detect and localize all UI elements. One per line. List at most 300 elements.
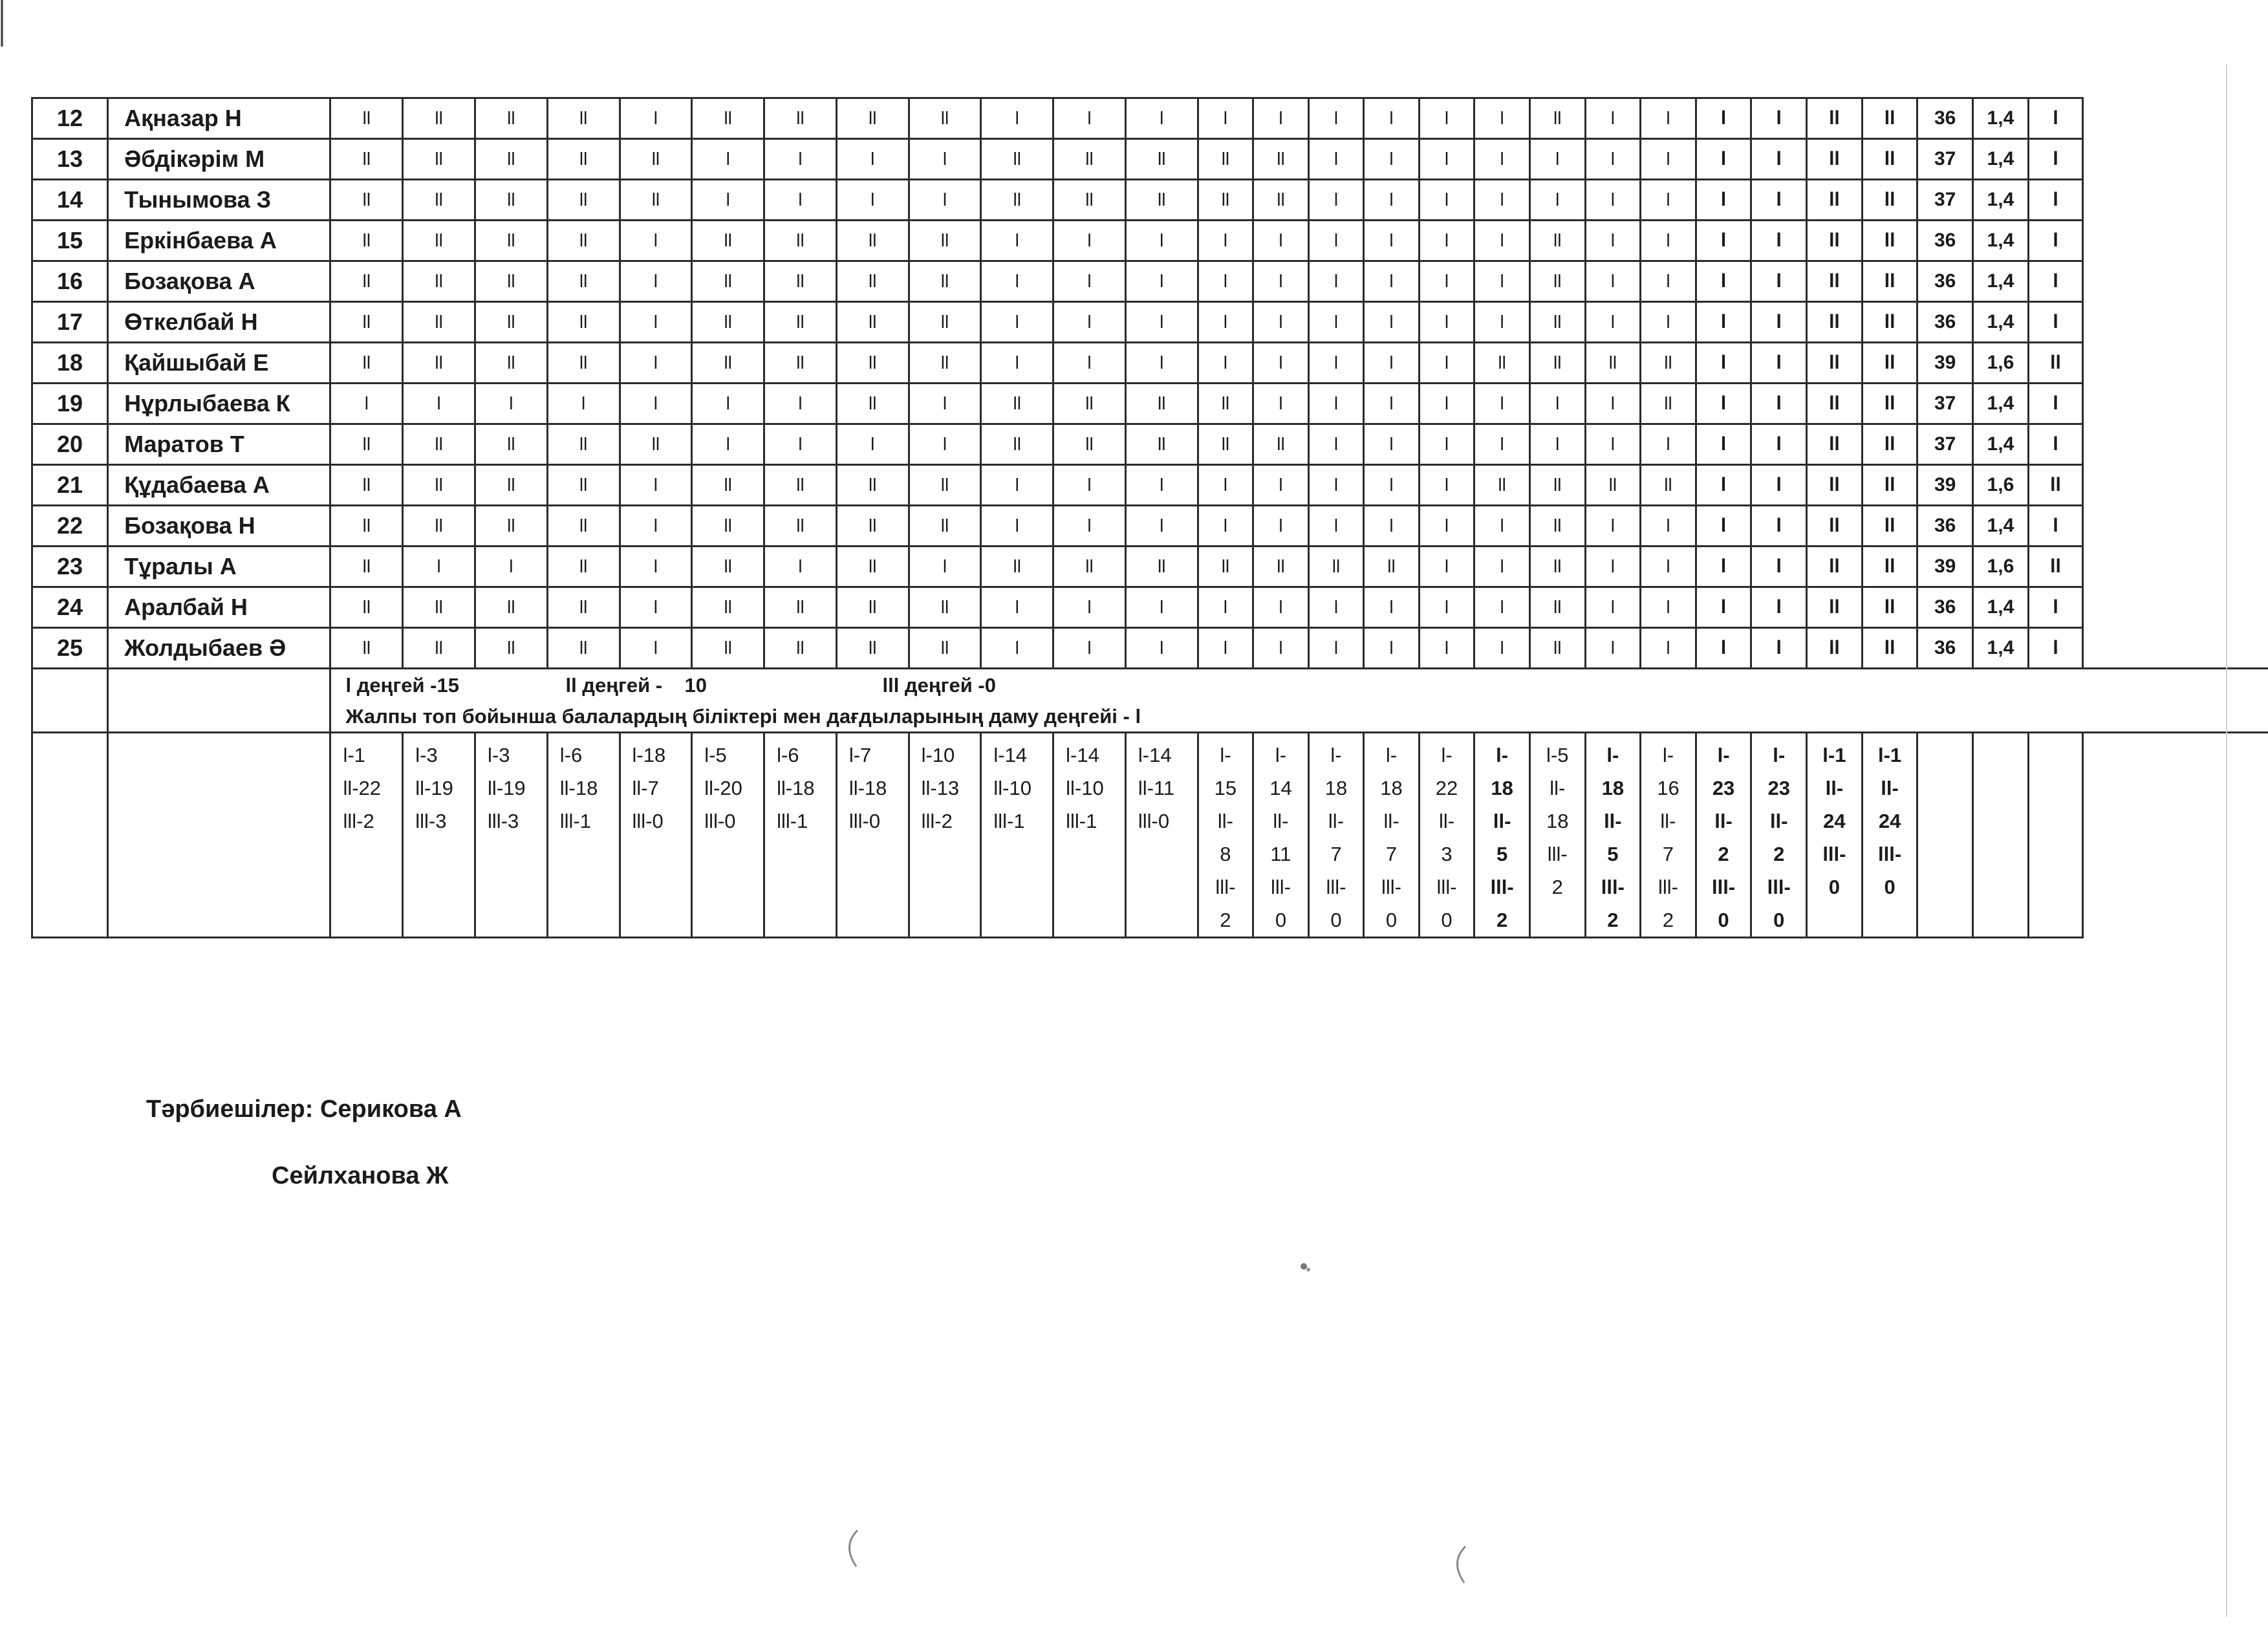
level-cell: ll [330,628,403,669]
level-cell: ll [475,261,548,302]
level-cell: l [981,343,1053,384]
level-cell: ll [1585,465,1641,506]
level1-count: l деңгей -15 [345,673,459,697]
level-cell: l [1474,98,1530,139]
level-cell: ll [1474,465,1530,506]
level-cell: l [1696,465,1751,506]
level-cell: ll [1125,547,1198,587]
row-number: 18 [32,343,108,384]
level2-count: ll деңгей - 10 [565,673,707,697]
level-cell: ll [403,424,475,465]
level-cell: ll [1253,424,1309,465]
level-cell: l [1308,424,1364,465]
level-cell: ll [692,587,764,628]
level-cell: ll [764,465,837,506]
level-cell: ll [909,98,981,139]
level-cell: l [1585,547,1641,587]
distribution-line: 0 [1441,909,1453,931]
level-cell: ll [1474,343,1530,384]
distribution-line: l- [1220,744,1231,766]
distribution-line: l-5 [704,744,727,766]
level-cell: l [1053,302,1126,343]
level-cell: l [1198,465,1253,506]
distribution-line: lll- [1490,876,1514,898]
level-cell: l [764,139,837,180]
teachers-line-1: Тәрбиешілер: Серикова А [146,1096,462,1123]
level-cell: l [1308,302,1364,343]
distribution-line: 2 [1496,909,1508,931]
level-cell: ll [981,384,1053,424]
level-cell: ll [1529,628,1585,669]
level-cell: l [1198,628,1253,669]
row-number: 17 [32,302,108,343]
level-cell: l [1308,587,1364,628]
level-cell: ll [909,221,981,261]
distribution-cell [1862,733,1917,938]
result-level: l [2028,98,2082,139]
child-row [32,547,2268,587]
child-row [32,302,2268,343]
level-cell: l [1641,180,1696,221]
distribution-line: l-14 [1066,744,1099,766]
distribution-cell [475,733,548,938]
distribution-line: 0 [1275,909,1287,931]
distribution-line: ll- [1550,777,1566,799]
level-cell: l [403,384,475,424]
distribution-line: ll-10 [1066,777,1104,799]
level-cell: l [1125,302,1198,343]
level-cell: l [1198,221,1253,261]
level-cell: l [1696,587,1751,628]
average-score: 1,4 [1972,98,2028,139]
distribution-line: lll- [1381,876,1402,898]
overall-level: Жалпы топ бойынша балалардың біліктері мен дағдыларының даму деңгейі - l [330,701,2268,733]
level-cell: ll [1529,98,1585,139]
distribution-line: 0 [1773,909,1785,931]
distribution-line: l- [1385,744,1398,766]
child-row [32,98,2268,139]
level-cell: l [1585,261,1641,302]
level-cell: l [620,343,692,384]
level-cell: ll [1862,139,1917,180]
level-cell: l [1641,221,1696,261]
level-cell: ll [1807,139,1863,180]
level-cell: ll [403,587,475,628]
level-cell: l [1198,302,1253,343]
level-cell: ll [475,628,548,669]
level-cell: ll [330,547,403,587]
distribution-line: 5 [1607,843,1619,865]
level-cell: l [1474,547,1530,587]
child-name: Бозақова А [108,261,330,302]
level-cell: l [1529,139,1585,180]
result-level: ll [2028,343,2082,384]
distribution-line: lll- [1215,876,1236,898]
level-cell: l [1585,384,1641,424]
distribution-line: 7 [1330,843,1342,865]
distribution-line: ll- [1383,810,1399,832]
level-cell: l [1125,587,1198,628]
level-cell: l [1641,424,1696,465]
level-cell: l [475,547,548,587]
total-score: 37 [1917,424,1972,465]
level-cell: l [981,628,1053,669]
level-cell: ll [1862,343,1917,384]
level-cell: ll [1529,221,1585,261]
result-level: l [2028,221,2082,261]
row-number: 19 [32,384,108,424]
level-cell: l [981,587,1053,628]
level-cell: l [1364,465,1420,506]
level-cell: l [836,180,909,221]
level-cell: l [1529,384,1585,424]
distribution-line: lll-2 [343,810,374,832]
distribution-line: 2 [1551,876,1563,898]
distribution-line: l-1 [1877,744,1902,766]
distribution-line: l- [1606,744,1619,766]
level-cell: ll [909,302,981,343]
level-cell: l [1308,628,1364,669]
result-level: l [2028,139,2082,180]
level-cell: l [1253,506,1309,547]
distribution-cell [1419,733,1474,938]
row-number: 13 [32,139,108,180]
distribution-cell [981,733,1053,938]
level-cell: ll [1198,384,1253,424]
level-cell: l [1474,384,1530,424]
level-cell: l [1474,628,1530,669]
summary-blank [1917,733,1972,938]
result-level: l [2028,506,2082,547]
distribution-line: 2 [1607,909,1619,931]
distribution-cell [547,733,620,938]
distribution-line: lll-3 [488,810,519,832]
level-cell: ll [547,628,620,669]
distribution-line: 18 [1546,810,1569,832]
level-cell: l [1419,261,1474,302]
level-cell: l [1585,139,1641,180]
distribution-line: 18 [1601,777,1625,799]
level-cell: l [1364,180,1420,221]
distribution-cell [1253,733,1309,938]
child-name: Нұрлыбаева К [108,384,330,424]
level-cell: ll [330,424,403,465]
result-level: l [2028,424,2082,465]
scan-edge-line [0,0,5,52]
level-cell: l [475,384,548,424]
level-cell: l [909,180,981,221]
child-name: Құдабаева А [108,465,330,506]
level-cell: ll [836,384,909,424]
distribution-line: 24 [1878,810,1901,832]
child-name: Әбдікәрім М [108,139,330,180]
level-cell: l [1585,98,1641,139]
distribution-line: 15 [1214,777,1237,799]
level-cell: ll [475,180,548,221]
distribution-line: ll- [1328,810,1345,832]
distribution-line: l-1 [1822,744,1846,766]
distribution-line: 0 [1884,876,1895,898]
distribution-line: 3 [1441,843,1453,865]
level-cell: l [620,506,692,547]
level-cell: l [1585,628,1641,669]
level-cell: l [1641,139,1696,180]
distribution-line: l-1 [343,744,365,766]
level-cell: ll [1862,547,1917,587]
distribution-line: ll-19 [415,777,453,799]
level-cell: l [1474,506,1530,547]
level-cell: l [1751,628,1807,669]
level-cell: l [1053,628,1126,669]
level-cell: l [1125,628,1198,669]
level-cell: l [1641,587,1696,628]
level-cell: ll [1862,465,1917,506]
summary-blank [32,733,108,938]
level-cell: l [547,384,620,424]
level-cell: ll [1529,506,1585,547]
level-cell: ll [909,343,981,384]
level-cell: ll [330,261,403,302]
distribution-line: 2 [1773,843,1785,865]
level-cell: l [1308,139,1364,180]
distribution-line: l-10 [921,744,955,766]
level-cell: l [1696,221,1751,261]
distribution-line: 18 [1324,777,1348,799]
child-name: Өткелбай Н [108,302,330,343]
level-cell: l [1198,343,1253,384]
distribution-line: ll-18 [559,777,598,799]
level-cell: l [1198,587,1253,628]
level-cell: l [692,424,764,465]
child-name: Аралбай Н [108,587,330,628]
level-cell: ll [475,343,548,384]
level-cell: ll [547,139,620,180]
distribution-line: ll- [1217,810,1233,832]
level-cell: ll [764,261,837,302]
level-cell: ll [692,302,764,343]
level-cell: ll [547,180,620,221]
level-cell: ll [981,180,1053,221]
level-cell: ll [764,506,837,547]
level-cell: ll [1807,628,1863,669]
level-cell: l [1253,465,1309,506]
level-cell: ll [836,628,909,669]
distribution-cell [620,733,692,938]
level-cell: l [1696,261,1751,302]
level-cell: ll [1529,587,1585,628]
level-cell: ll [909,628,981,669]
distribution-line: ll- [1273,810,1289,832]
distribution-cell [764,733,837,938]
level-cell: l [764,424,837,465]
level-cell: l [1585,587,1641,628]
level-cell: ll [692,628,764,669]
level-cell: ll [1807,547,1863,587]
distribution-cell [403,733,475,938]
level-cell: l [692,180,764,221]
level-cell: ll [1862,587,1917,628]
level-cell: l [1308,506,1364,547]
level-cell: ll [1807,302,1863,343]
level-cell: ll [764,628,837,669]
distribution-line: 14 [1269,777,1292,799]
level-cell: ll [1807,221,1863,261]
level-cell: l [1053,221,1126,261]
level-cell: l [1308,98,1364,139]
level-cell: ll [330,465,403,506]
legend-blank [32,669,108,733]
level-cell: ll [330,302,403,343]
level-cell: l [1364,221,1420,261]
level-cell: l [1474,221,1530,261]
level-cell: l [1641,628,1696,669]
level-cell: l [1419,221,1474,261]
level-cell: ll [1308,547,1364,587]
level-cell: l [620,302,692,343]
level-cell: l [1585,180,1641,221]
level-cell: ll [403,343,475,384]
level-cell: ll [547,98,620,139]
distribution-line: 22 [1435,777,1458,799]
distribution-line: 0 [1385,909,1398,931]
level-cell: l [620,628,692,669]
child-row [32,221,2268,261]
level-cell: ll [1862,221,1917,261]
level-cell: l [764,180,837,221]
level-cell: ll [403,221,475,261]
row-number: 23 [32,547,108,587]
child-name: Маратов Т [108,424,330,465]
level-cell: ll [1862,180,1917,221]
level-cell: ll [836,261,909,302]
total-score: 36 [1917,506,1972,547]
level-cell: l [909,384,981,424]
level-cell: ll [547,424,620,465]
distribution-line: lll- [1658,876,1678,898]
level-cell: l [1751,98,1807,139]
level-cell: l [1696,424,1751,465]
distribution-line: 7 [1385,843,1398,865]
distribution-cell [1696,733,1751,938]
distribution-line: lll-1 [559,810,591,832]
level-cell: l [692,139,764,180]
level-cell: l [1419,180,1474,221]
distribution-line: ll-13 [921,777,960,799]
level-cell: l [1364,302,1420,343]
level-cell: ll [1364,547,1420,587]
level-cell: l [909,139,981,180]
level-cell: ll [692,261,764,302]
result-level: ll [2028,547,2082,587]
level-cell: ll [1053,424,1126,465]
distribution-line: 18 [1491,777,1513,799]
level-cell: l [620,465,692,506]
level-cell: l [1751,139,1807,180]
level-cell: l [1053,465,1126,506]
level-cell: l [1198,506,1253,547]
level-cell: ll [836,506,909,547]
level-cell: l [1696,628,1751,669]
level-cell: l [1696,139,1751,180]
level-cell: ll [692,98,764,139]
level-cell: l [981,302,1053,343]
level-cell: ll [692,221,764,261]
level-cell: l [1125,261,1198,302]
row-number: 22 [32,506,108,547]
distribution-cell [1807,733,1863,938]
level-cell: l [1053,587,1126,628]
distribution-line: ll- [1881,777,1899,799]
distribution-line: 18 [1380,777,1403,799]
level-cell: ll [475,221,548,261]
level-cell: l [1696,98,1751,139]
child-name: Бозақова Н [108,506,330,547]
level-cell: ll [909,261,981,302]
child-name: Тұралы А [108,547,330,587]
level-cell: ll [764,343,837,384]
level-cell: l [620,547,692,587]
distribution-line: 11 [1270,843,1291,865]
level-cell: ll [692,465,764,506]
level-cell: ll [403,261,475,302]
level-cell: ll [1053,139,1126,180]
level-cell: l [1364,587,1420,628]
level-cell: ll [981,547,1053,587]
distribution-line: l- [1330,744,1342,766]
level-cell: ll [836,547,909,587]
distribution-line: 2 [1662,909,1674,931]
level-cell: ll [1862,261,1917,302]
level-cell: l [1585,506,1641,547]
summary-blank [108,733,330,938]
level-cell: l [330,384,403,424]
level-cell: l [1474,587,1530,628]
level-cell: l [1253,98,1309,139]
distribution-line: l- [1275,744,1287,766]
result-level: ll [2028,465,2082,506]
average-score: 1,4 [1972,139,2028,180]
level-cell: l [981,465,1053,506]
result-level: l [2028,384,2082,424]
total-score: 36 [1917,261,1972,302]
level-cell: ll [330,587,403,628]
level-cell: l [1474,180,1530,221]
average-score: 1,4 [1972,302,2028,343]
distribution-line: lll- [1822,843,1846,865]
level-cell: ll [620,424,692,465]
total-score: 36 [1917,628,1972,669]
distribution-line: l- [1441,744,1453,766]
distribution-line: l-3 [488,744,510,766]
level-cell: ll [403,139,475,180]
level-cell: ll [909,465,981,506]
level-cell: ll [1641,465,1696,506]
level-cell: ll [1125,139,1198,180]
level-cell: ll [1198,180,1253,221]
level-cell: ll [547,547,620,587]
level-cell: ll [475,465,548,506]
legend-blank [108,669,330,733]
distribution-cell [1053,733,1126,938]
level-cell: l [1419,465,1474,506]
distribution-line: lll- [1877,843,1902,865]
distribution-line: ll- [1493,810,1511,832]
level-cell: l [1419,384,1474,424]
level-cell: l [1053,98,1126,139]
level-cell: l [1253,384,1309,424]
child-row [32,139,2268,180]
distribution-line: l-6 [559,744,583,766]
